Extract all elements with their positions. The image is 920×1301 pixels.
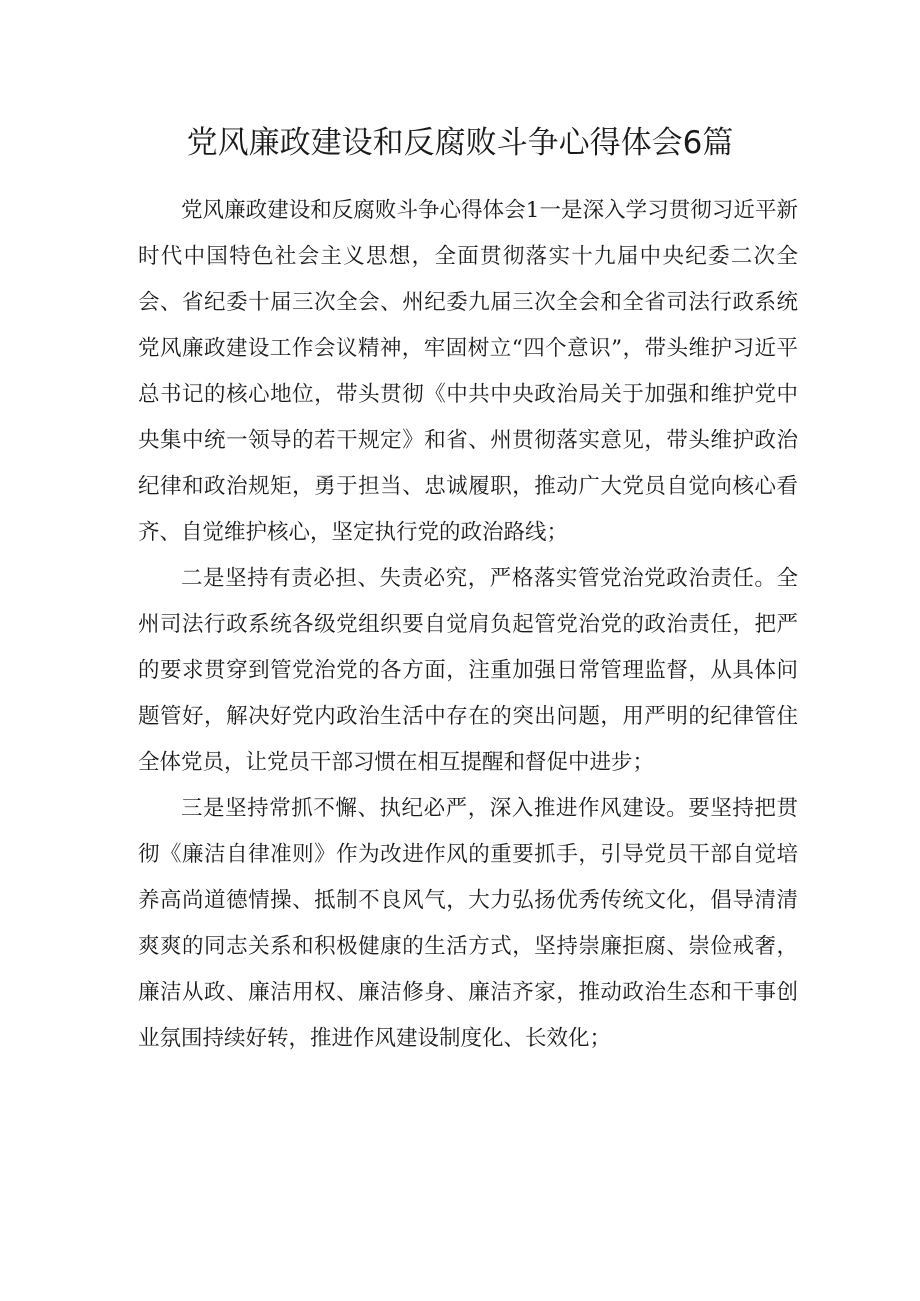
document-title: 党风廉政建设和反腐败斗争心得体会6篇 — [186, 125, 734, 161]
document-body — [138, 188, 798, 1062]
paragraph-1: 党风廉政建设和反腐败斗争心得体会1一是深入学习贯彻习近平新时代中国特色社会主义思想，全面贯彻落实十九届中央纪委二次全会、省纪委十届三次全会、州纪委九届三次全会和全省司法行政系统党风廉政建设工作会议精神，牢固树立“四个意识”，带头维护习近平总书记的核心地位，带头贯彻《中共中央政治局关于加强和维护党中央集中统一领导的若干规定》和省、州贯彻落实意见，带头维护政治纪律和政治规矩，勇于担当、忠诚履职，推动广大党员自觉向核心看齐、自觉维护核心，坚定执行党的政治路线； — [138, 198, 798, 545]
paragraph-2: 二是坚持有责必担、失责必究，严格落实管党治党政治责任。全州司法行政系统各级党组织要自觉肩负起管党治党的政治责任，把严的要求贯穿到管党治党的各方面，注重加强日常管理监督，从具体问题管好，解决好党内政治生活中存在的突出问题，用严明的纪律管住全体党员，让党员干部习惯在相互提醒和督促中进步； — [138, 566, 798, 775]
paragraph-3: 三是坚持常抓不懈、执纪必严，深入推进作风建设。要坚持把贯彻《廉洁自律准则》作为改进作风的重要抓手，引导党员干部自觉培养高尚道德情操、抵制不良风气，大力弘扬优秀传统文化，倡导清清爽爽的同志关系和积极健康的生活方式，坚持崇廉拒腐、崇俭戒奢，廉洁从政、廉洁用权、廉洁修身、廉洁齐家，推动政治生态和干事创业氛围持续好转，推进作风建设制度化、长效化； — [138, 796, 798, 1051]
